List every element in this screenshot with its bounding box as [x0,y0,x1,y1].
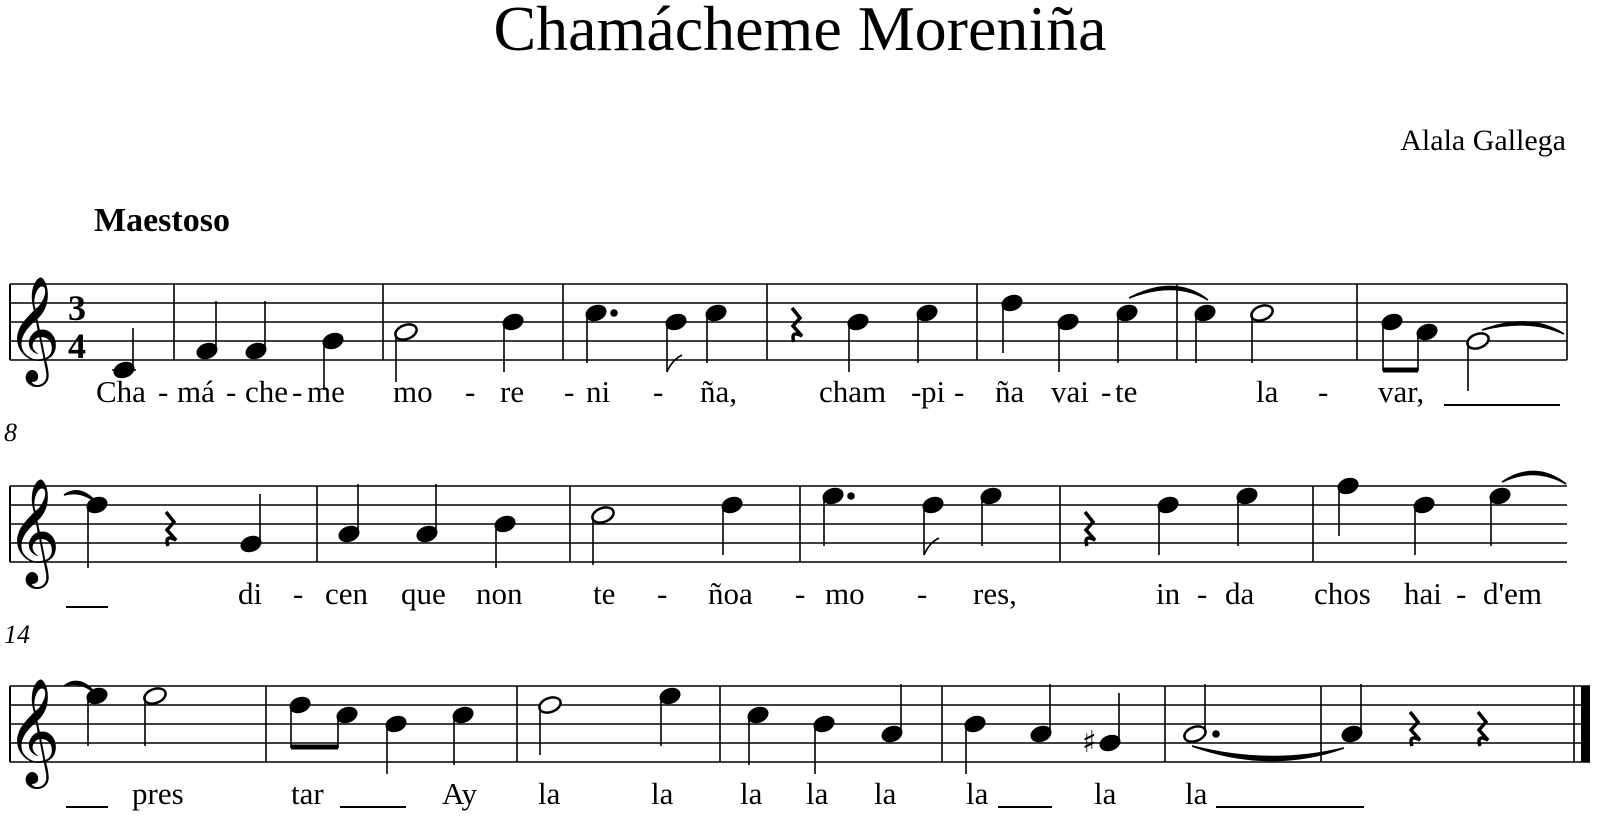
lyric-syllable: tar [291,776,324,811]
lyric-syllable: chos [1314,576,1371,611]
lyric-hyphen: - [465,374,476,409]
note [1249,303,1274,324]
quarter-rest [166,512,176,546]
lyric-syllable: mo [393,374,433,409]
measure-number: 8 [4,418,17,447]
lyric-hyphen: - [653,374,664,409]
lyric-hyphen: - [1101,374,1112,409]
lyric-syllable: má [177,374,215,409]
tie [1482,322,1564,334]
lyric-syllable: vai [1051,374,1089,409]
treble-clef: 𝄞 [6,477,61,584]
lyric-syllable: d'em [1483,576,1542,611]
tempo-marking: Maestoso [94,202,230,239]
lyric-syllable: non [476,576,523,611]
quarter-rest [1410,712,1420,746]
lyric-syllable: hai [1404,576,1442,611]
lyric-syllable: la [874,776,897,811]
composer: Alala Gallega [1400,124,1566,157]
lyric-syllable: var, [1378,374,1425,409]
note [537,695,562,716]
lyric-syllable: la [651,776,674,811]
staff-system-1 [0,260,1600,382]
lyric-hyphen: - [954,374,965,409]
lyric-hyphen: - [292,374,303,409]
dot [1213,731,1219,737]
time-signature-top: 3 [68,288,86,328]
lyric-syllable: Cha [96,374,146,409]
dot [611,310,617,316]
lyric-hyphen: - [564,374,575,409]
treble-clef: 𝄞 [6,275,61,382]
lyric-syllable: cen [325,576,369,611]
lyric-syllable: ña, [700,374,738,409]
lyric-syllable: in [1156,576,1181,611]
note [590,505,615,526]
lyric-hyphen: - [226,374,237,409]
lyric-syllable: Ay [442,776,478,811]
lyric-hyphen: - [911,374,922,409]
lyric-extender [998,806,1052,808]
note [142,686,167,707]
lyric-syllable: ña [995,374,1025,409]
dot [848,493,854,499]
lyric-hyphen: - [293,576,304,611]
lyric-syllable: pres [132,776,184,811]
lyric-syllable: me [307,374,345,409]
measure-number: 14 [4,620,30,649]
lyric-hyphen: - [657,576,668,611]
lyric-syllable: che [245,374,289,409]
lyric-hyphen: - [917,576,928,611]
time-signature-bottom: 4 [68,326,86,366]
lyric-hyphen: - [158,374,169,409]
quarter-rest [792,308,802,342]
score-title: Chamácheme Moreniña [493,0,1107,64]
lyric-syllable: la [966,776,989,811]
lyric-syllable: la [806,776,829,811]
lyric-syllable: re [500,374,525,409]
lyric-hyphen: - [795,576,806,611]
lyric-syllable: que [401,576,446,611]
lyric-hyphen: - [1197,576,1208,611]
lyric-hyphen: - [1456,576,1467,611]
lyric-syllable: res, [973,576,1017,611]
lyric-syllable: pi [921,374,946,409]
lyric-extender [66,806,108,808]
lyric-syllable: la [1185,776,1208,811]
lyric-syllable: la [1094,776,1117,811]
tie [1129,286,1208,300]
lyric-syllable: la [538,776,561,811]
final-barline [1581,686,1590,762]
quarter-rest [1085,512,1095,546]
lyric-syllable: te [1115,374,1138,409]
lyric-syllable: ñoa [708,576,753,611]
lyric-syllable: la [740,776,763,811]
lyric-hyphen: - [1318,374,1329,409]
staff-system-3 [0,662,1600,784]
tie [1502,471,1566,484]
lyric-syllable: cham [819,374,887,409]
staff-system-2 [0,462,1600,584]
lyric-extender [66,606,108,608]
lyric-syllable: te [593,576,616,611]
note [1182,724,1207,745]
lyric-extender [1216,806,1364,808]
note [1465,331,1490,352]
treble-clef: 𝄞 [6,677,61,784]
quarter-rest [1478,712,1488,746]
lyric-syllable: la [1256,374,1279,409]
lyric-syllable: di [238,576,263,611]
sharp-accidental: ♯ [1082,725,1097,760]
lyric-extender [340,806,406,808]
lyric-extender [1444,404,1560,406]
lyric-syllable: da [1225,576,1255,611]
lyric-syllable: mo [825,576,865,611]
note [393,322,418,343]
lyric-syllable: ni [586,374,611,409]
